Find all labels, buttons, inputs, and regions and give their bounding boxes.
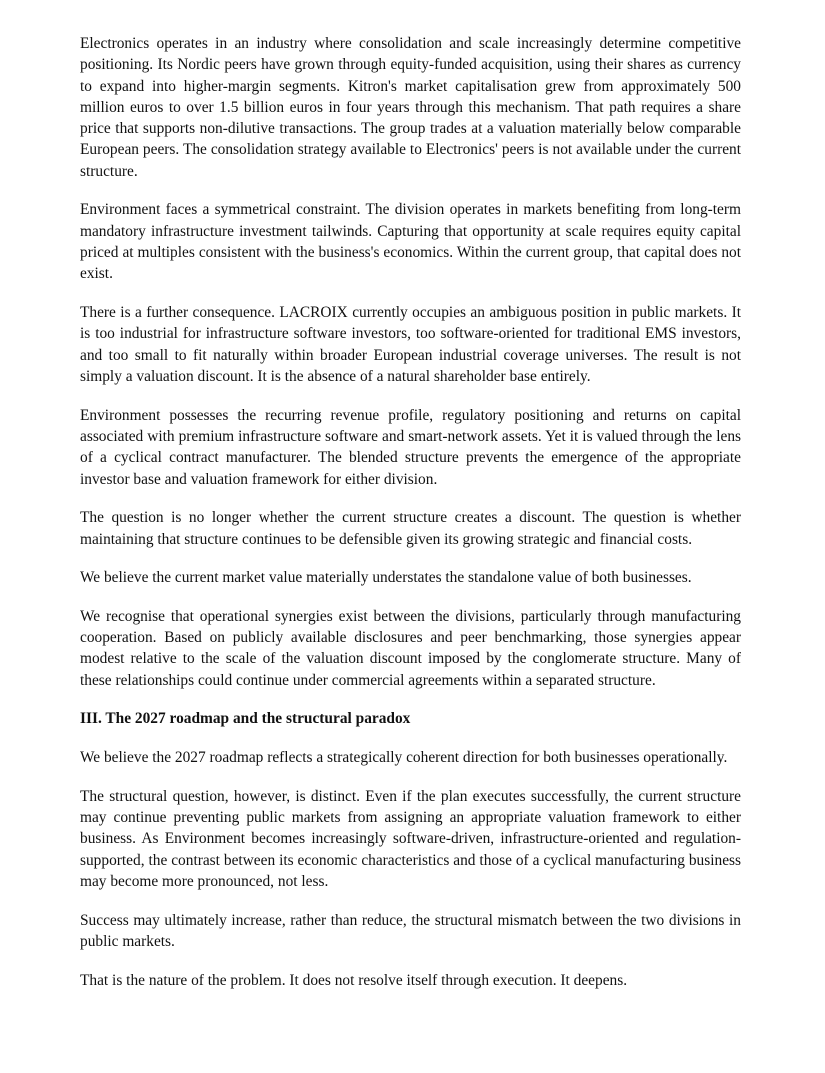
paragraph-environment-profile: Environment possesses the recurring revenue profile, regulatory positioning and returns on capital associated with premium infrastructure software and smart-network assets. Yet it is valued through the lens of a cyclical contract manufacturer. The blended structure prevents the emergence of the appropriate investor base and valuation framework for either division. xyxy=(80,406,741,488)
paragraph-roadmap: We believe the 2027 roadmap reflects a strategically coherent direction for both businesses operationally. xyxy=(80,749,728,767)
paragraph-structure-question: The question is no longer whether the current structure creates a discount. The question is whether maintaining that structure continues to be defensible given its growing strategic and financial costs. xyxy=(80,509,741,548)
section-heading: III. The 2027 roadmap and the structural paradox xyxy=(80,710,411,728)
paragraph-electronics-consolidation: Electronics operates in an industry where consolidation and scale increasingly determine competitive positioning. Its Nordic peers have grown through equity-funded acquisition, using their shares as currency to expand into higher-margin segments. Kitron's market capitalisation grew from approximately 500 million euros to over 1.5 billion euros in four years through this mechanism. That path requires a share price that supports non-dilutive transactions. The group trades at a valuation materially below comparable European peers. The consolidation strategy available to Electronics' peers is not available under the current structure. xyxy=(80,35,741,180)
paragraph-nature-of-problem: That is the nature of the problem. It does not resolve itself through execution. It deepens. xyxy=(80,971,628,989)
paragraph-synergies: We recognise that operational synergies exist between the divisions, particularly through manufacturing cooperation. Based on publicly available disclosures and peer benchmarking, those synergies appear modest relative to the scale of the valuation discount imposed by the conglomerate structure. Many of these relationships could continue under commercial agreements within a separated structure. xyxy=(80,607,741,689)
paragraph-ambiguous-position: There is a further consequence. LACROIX currently occupies an ambiguous position in public markets. It is too industrial for infrastructure software investors, too software-oriented for traditional EMS investors, and too small to fit naturally within broader European industrial coverage universes. The result is not simply a valuation discount. It is the absence of a natural shareholder base entirely. xyxy=(80,304,741,385)
paragraph-environment-constraint: Environment faces a symmetrical constraint. The division operates in markets benefiting from long-term mandatory infrastructure investment tailwinds. Capturing that opportunity at scale requires equity capital priced at multiples consistent with the business's economics. Within the current group, that capital does not exist. xyxy=(80,201,741,283)
paragraph-success-mismatch: Success may ultimately increase, rather than reduce, the structural mismatch between the two divisions in public markets. xyxy=(80,911,741,950)
paragraph-structural-question: The structural question, however, is distinct. Even if the plan executes successfully, the current structure may continue preventing public markets from assigning an appropriate valuation framework to either business. As Environment becomes increasingly software-driven, infrastructure-oriented and regulation-supported, the contrast between its economic characteristics and those of a cyclical manufacturing business may become more pronounced, not less. xyxy=(80,787,741,891)
paragraph-market-value: We believe the current market value materially understates the standalone value of both businesses. xyxy=(80,569,692,587)
